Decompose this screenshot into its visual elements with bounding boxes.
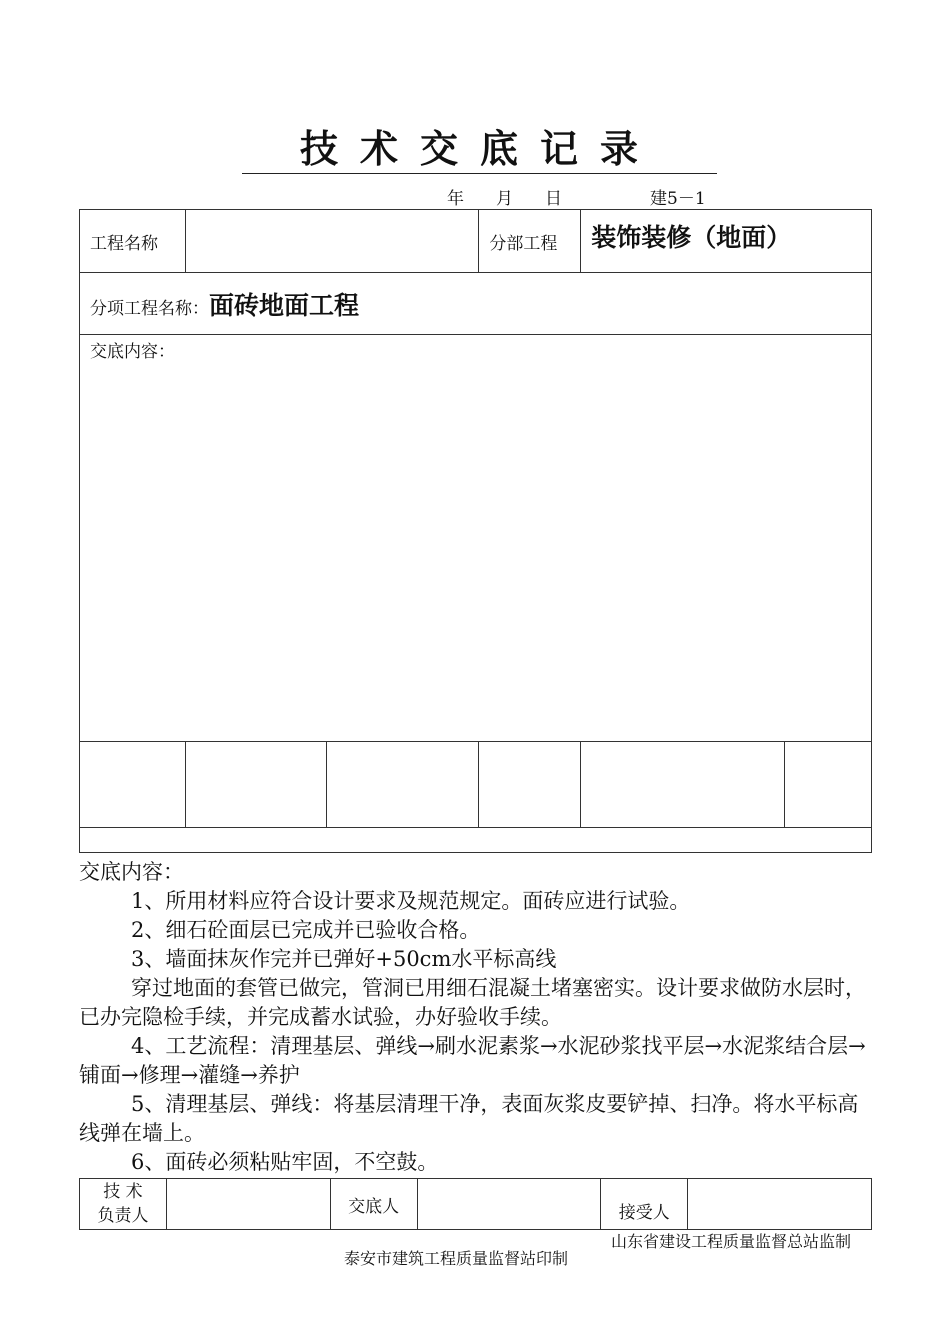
content-area[interactable] bbox=[80, 335, 872, 742]
project-name-label: 工程名称 bbox=[80, 210, 186, 273]
blank-cell-6 bbox=[785, 742, 872, 828]
project-name-field[interactable] bbox=[185, 210, 479, 273]
sub-item-cell bbox=[80, 273, 872, 335]
content-label: 交底内容： bbox=[90, 342, 175, 362]
tech-lead-label bbox=[80, 1179, 167, 1230]
receiver-signature-field[interactable] bbox=[688, 1179, 872, 1230]
blank-cell-5 bbox=[581, 742, 785, 828]
blank-cell-4 bbox=[479, 742, 581, 828]
blank-cell-1 bbox=[80, 742, 186, 828]
content-line: 4、工艺流程：清理基层、弹线→刷水泥素浆→水泥砂浆找平层→水泥浆结合层→铺面→修理→灌缝→养护 bbox=[79, 1034, 866, 1087]
year-label: 年 bbox=[447, 189, 464, 209]
division-value: 装饰装修（地面） bbox=[591, 223, 792, 252]
form-code: 建5－1 bbox=[650, 189, 706, 209]
page-title: 技术交底记录 bbox=[299, 127, 660, 171]
content-line: 3、墙面抹灰作完并已弹好+50cm水平标高线 bbox=[131, 947, 557, 971]
record-form bbox=[79, 209, 872, 853]
supervisor-note: 山东省建设工程质量监督总站监制 bbox=[611, 1232, 852, 1251]
division-label: 分部工程 bbox=[479, 210, 581, 273]
month-label: 月 bbox=[496, 189, 513, 209]
receiver-label: 接受人 bbox=[601, 1179, 688, 1230]
printer-note: 泰安市建筑工程质量监督站印制 bbox=[344, 1249, 569, 1268]
title-underline bbox=[242, 173, 717, 174]
sub-item-value: 面砖地面工程 bbox=[209, 290, 360, 320]
day-label: 日 bbox=[545, 189, 562, 209]
blank-cell-2 bbox=[185, 742, 326, 828]
tech-lead-label-line2: 负责人 bbox=[97, 1206, 149, 1226]
content-line: 1、所用材料应符合设计要求及规范规定。面砖应进行试验。 bbox=[131, 889, 691, 913]
spacer-row bbox=[80, 828, 872, 853]
content-line: 6、面砖必须粘贴牢固，不空鼓。 bbox=[131, 1150, 439, 1174]
tech-lead-label-line1: 技 术 bbox=[103, 1182, 143, 1202]
content-line: 5、清理基层、弹线：将基层清理干净，表面灰浆皮要铲掉、扫净。将水平标高线弹在墙上。 bbox=[79, 1092, 859, 1145]
sub-item-label: 分项工程名称： bbox=[90, 298, 209, 319]
discloser-label: 交底人 bbox=[330, 1179, 417, 1230]
content-line: 2、细石砼面层已完成并已验收合格。 bbox=[131, 918, 481, 942]
discloser-signature-field[interactable] bbox=[417, 1179, 601, 1230]
content-line: 穿过地面的套管已做完，管洞已用细石混凝土堵塞密实。设计要求做防水层时，已办完隐检手续，并完成蓄水试验，办好验收手续。 bbox=[79, 976, 866, 1029]
signature-table bbox=[79, 1178, 872, 1230]
content-heading: 交底内容： bbox=[79, 860, 184, 884]
disclosure-content bbox=[79, 858, 873, 1177]
tech-lead-signature-field[interactable] bbox=[166, 1179, 330, 1230]
blank-cell-3 bbox=[326, 742, 479, 828]
